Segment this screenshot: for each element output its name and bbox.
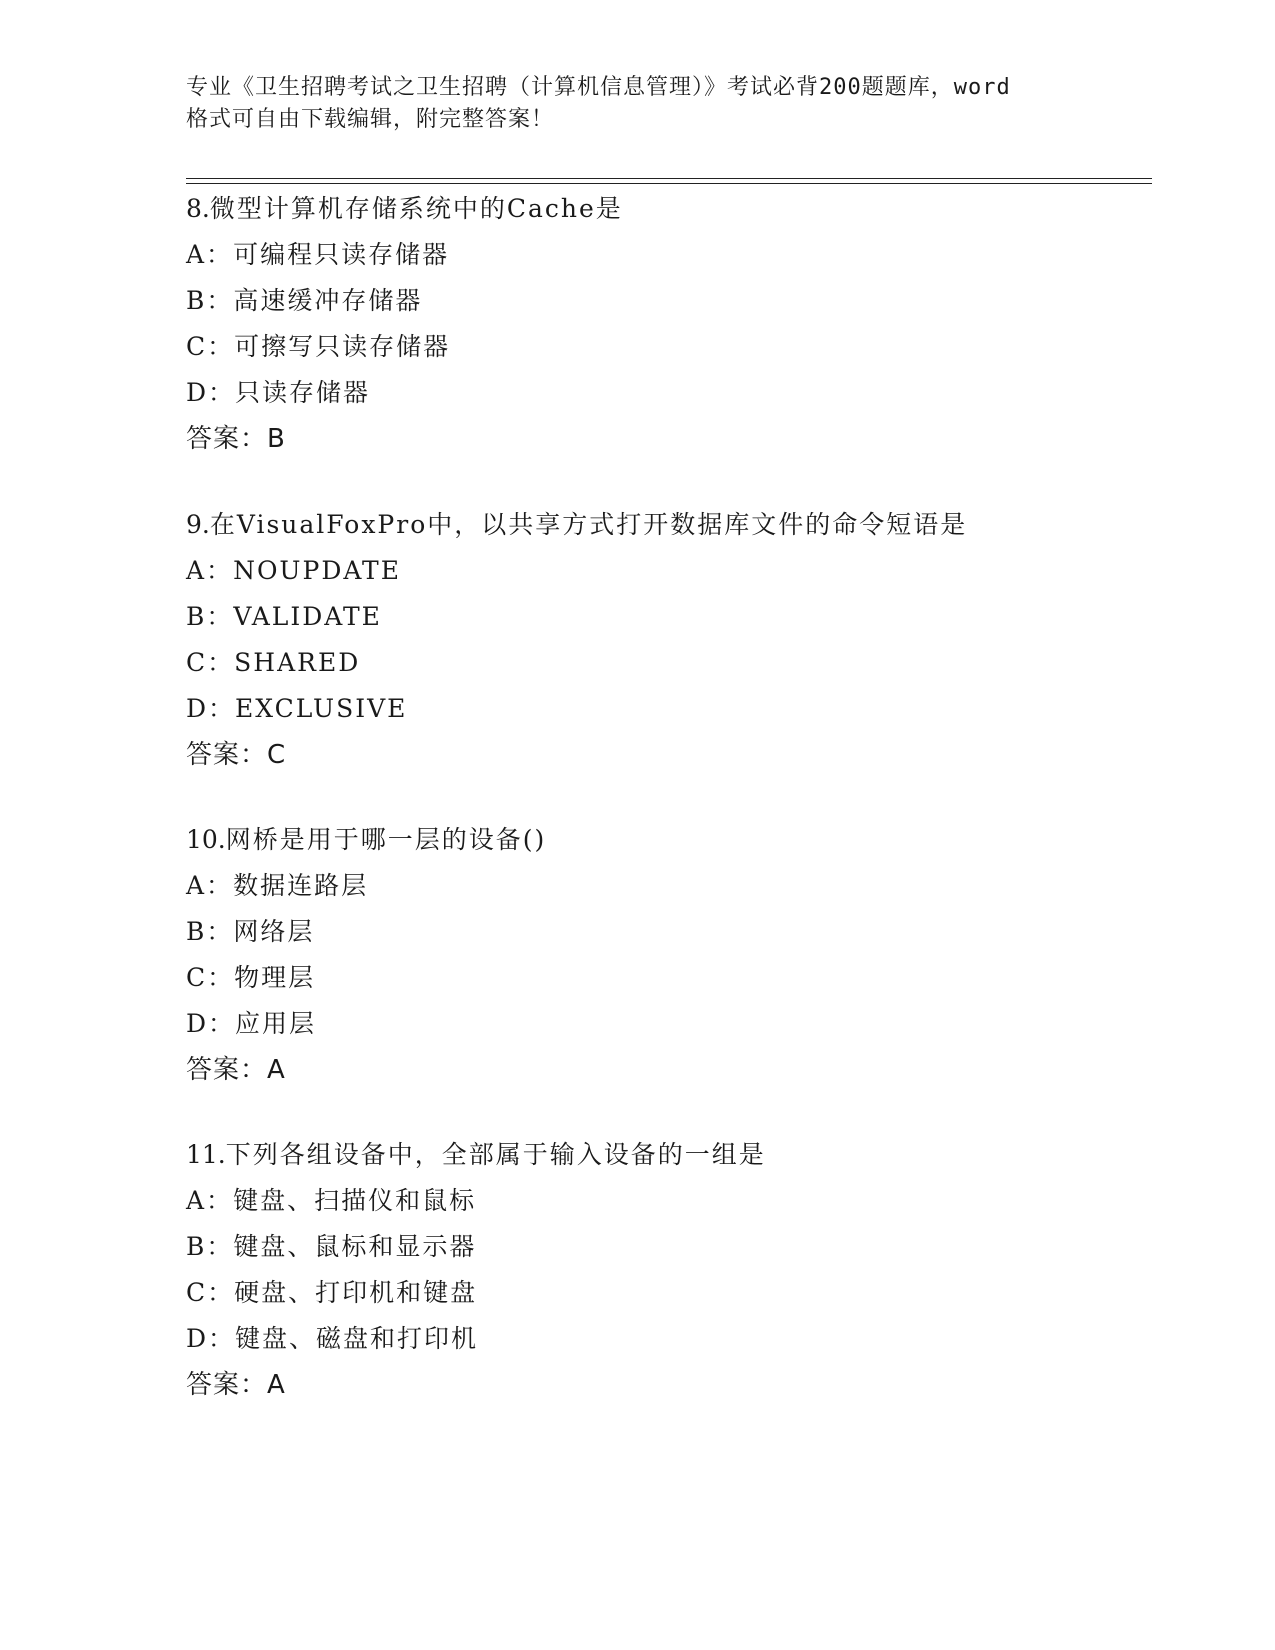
option-text: 键盘、鼠标和显示器 xyxy=(233,1232,477,1261)
question-text: 网桥是用于哪一层的设备() xyxy=(225,825,547,854)
question-block xyxy=(186,186,1146,462)
question-text: 下列各组设备中，全部属于输入设备的一组是 xyxy=(225,1140,766,1169)
header-divider-top xyxy=(186,178,1152,179)
answer-label: 答案： xyxy=(186,1370,268,1400)
option-b xyxy=(186,278,1146,324)
option-b xyxy=(186,909,1146,955)
option-text: VALIDATE xyxy=(233,602,382,631)
option-text: 数据连路层 xyxy=(233,871,369,900)
option-c xyxy=(186,640,1146,686)
option-key: C： xyxy=(186,332,235,361)
option-text: SHARED xyxy=(234,648,361,677)
question-stem xyxy=(186,1132,1146,1178)
question-stem xyxy=(186,186,1146,232)
option-d xyxy=(186,686,1146,732)
question-number: 9. xyxy=(186,510,210,539)
option-key: B： xyxy=(186,286,234,315)
header-line-2: 格式可自由下载编辑，附完整答案！ xyxy=(186,107,555,132)
option-text: 键盘、磁盘和打印机 xyxy=(235,1324,479,1353)
option-text: 可编程只读存储器 xyxy=(233,240,450,269)
question-number: 8. xyxy=(186,194,210,223)
question-block xyxy=(186,817,1146,1093)
question-block xyxy=(186,502,1146,778)
answer-label: 答案： xyxy=(186,424,268,454)
option-text: 硬盘、打印机和键盘 xyxy=(234,1278,478,1307)
option-text: 物理层 xyxy=(234,963,316,992)
option-text: EXCLUSIVE xyxy=(235,694,408,723)
question-number: 11. xyxy=(186,1140,226,1169)
option-key: D： xyxy=(186,1009,236,1038)
question-text: 微型计算机存储系统中的Cache是 xyxy=(209,194,623,223)
answer-value: C xyxy=(267,740,287,770)
option-d xyxy=(186,370,1146,416)
option-text: 可擦写只读存储器 xyxy=(234,332,451,361)
option-a xyxy=(186,1178,1146,1224)
option-key: D： xyxy=(186,378,236,407)
answer-line xyxy=(186,1362,1146,1408)
option-text: 只读存储器 xyxy=(235,378,371,407)
answer-value: A xyxy=(267,1370,286,1400)
option-key: B： xyxy=(186,602,234,631)
option-a xyxy=(186,548,1146,594)
option-d xyxy=(186,1001,1146,1047)
answer-line xyxy=(186,732,1146,778)
option-text: 网络层 xyxy=(233,917,315,946)
option-c xyxy=(186,955,1146,1001)
option-key: C： xyxy=(186,963,235,992)
option-key: B： xyxy=(186,917,234,946)
answer-label: 答案： xyxy=(186,1055,268,1085)
option-key: A： xyxy=(186,556,234,585)
answer-line xyxy=(186,416,1146,462)
option-key: A： xyxy=(186,240,234,269)
question-stem xyxy=(186,817,1146,863)
option-d xyxy=(186,1316,1146,1362)
option-text: 键盘、扫描仪和鼠标 xyxy=(233,1186,477,1215)
option-text: 应用层 xyxy=(235,1009,317,1038)
option-key: A： xyxy=(186,871,234,900)
header-divider-bottom xyxy=(186,183,1152,184)
option-key: B： xyxy=(186,1232,234,1261)
option-text: 高速缓冲存储器 xyxy=(233,286,423,315)
answer-label: 答案： xyxy=(186,740,268,770)
question-text: 在VisualFoxPro中，以共享方式打开数据库文件的命令短语是 xyxy=(209,510,968,539)
answer-value: A xyxy=(267,1055,286,1085)
question-block xyxy=(186,1132,1146,1408)
option-key: C： xyxy=(186,648,235,677)
option-b xyxy=(186,1224,1146,1270)
option-a xyxy=(186,863,1146,909)
option-key: A： xyxy=(186,1186,234,1215)
option-a xyxy=(186,232,1146,278)
option-c xyxy=(186,324,1146,370)
answer-value: B xyxy=(267,424,286,454)
header-line-1: 专业《卫生招聘考试之卫生招聘（计算机信息管理）》考试必背200题题库，word xyxy=(186,75,1011,100)
question-number: 10. xyxy=(186,825,226,854)
option-text: NOUPDATE xyxy=(233,556,401,585)
option-c xyxy=(186,1270,1146,1316)
question-stem xyxy=(186,502,1146,548)
option-key: D： xyxy=(186,694,236,723)
option-b xyxy=(186,594,1146,640)
document-header xyxy=(186,72,1086,136)
option-key: C： xyxy=(186,1278,235,1307)
answer-line xyxy=(186,1047,1146,1093)
option-key: D： xyxy=(186,1324,236,1353)
